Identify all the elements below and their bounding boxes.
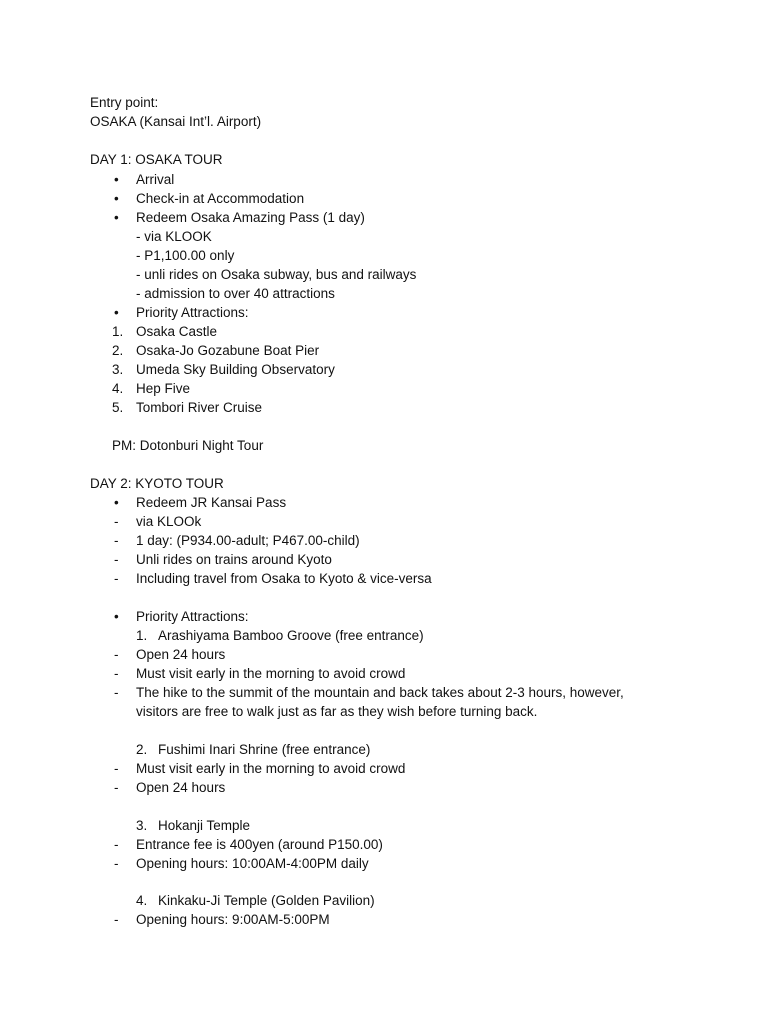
- pass-detail-text: 1 day: (P934.00-adult; P467.00-child): [136, 533, 360, 548]
- day2-priority-label: Priority Attractions:: [136, 609, 249, 624]
- dash-marker: -: [114, 514, 119, 529]
- day1-bullet-text: Redeem Osaka Amazing Pass (1 day): [136, 210, 365, 225]
- dash-marker: -: [114, 647, 119, 662]
- bullet-icon: •: [114, 305, 119, 320]
- attraction-name: Osaka Castle: [136, 324, 218, 339]
- bullet-icon: •: [114, 609, 119, 624]
- list-number: 3.: [136, 818, 148, 833]
- attraction-name: Umeda Sky Building Observatory: [136, 362, 335, 377]
- pass-detail-text: Unli rides on trains around Kyoto: [136, 552, 332, 567]
- detail-text: Must visit early in the morning to avoid crowd: [136, 666, 406, 681]
- list-number: 3.: [112, 362, 124, 377]
- dash-marker: -: [114, 552, 119, 567]
- dash-marker: -: [114, 571, 119, 586]
- detail-text: Entrance fee is 400yen (around P150.00): [136, 837, 383, 852]
- day1-heading: DAY 1: OSAKA TOUR: [90, 152, 223, 167]
- list-number: 2.: [112, 343, 124, 358]
- entry-value: OSAKA (Kansai Int’l. Airport): [90, 114, 262, 129]
- day1-bullet-text: Check-in at Accommodation: [136, 191, 305, 206]
- attraction-name: Kinkaku-Ji Temple (Golden Pavilion): [158, 893, 375, 908]
- day1-bullet-text: Arrival: [136, 172, 175, 187]
- pass-detail-text: - via KLOOK: [136, 229, 212, 244]
- dash-marker: -: [114, 685, 119, 700]
- list-number: 1.: [112, 324, 124, 339]
- dash-marker: -: [114, 856, 119, 871]
- pass-detail-text: - unli rides on Osaka subway, bus and railways: [136, 267, 417, 282]
- attraction-name: Hep Five: [136, 381, 191, 396]
- attraction-name: Hokanji Temple: [158, 818, 251, 833]
- dash-marker: -: [114, 761, 119, 776]
- pass-detail-text: Including travel from Osaka to Kyoto & vice-versa: [136, 571, 432, 586]
- detail-text: Opening hours: 9:00AM-5:00PM: [136, 912, 330, 927]
- pass-detail-text: - P1,100.00 only: [136, 248, 235, 263]
- detail-text: Opening hours: 10:00AM-4:00PM daily: [136, 856, 369, 871]
- day1-priority-label: Priority Attractions:: [136, 305, 249, 320]
- list-number: 2.: [136, 742, 148, 757]
- dash-marker: -: [114, 837, 119, 852]
- detail-text: visitors are free to walk just as far as they wish before turning back.: [136, 704, 538, 719]
- attraction-name: Tombori River Cruise: [136, 400, 263, 415]
- dash-marker: -: [114, 533, 119, 548]
- dash-marker: -: [114, 912, 119, 927]
- pass-detail-text: - admission to over 40 attractions: [136, 286, 335, 301]
- bullet-icon: •: [114, 210, 119, 225]
- attraction-name: Arashiyama Bamboo Groove (free entrance): [158, 628, 424, 643]
- bullet-icon: •: [114, 495, 119, 510]
- detail-text: Must visit early in the morning to avoid crowd: [136, 761, 406, 776]
- bullet-icon: •: [114, 172, 119, 187]
- list-number: 4.: [136, 893, 148, 908]
- entry-label: Entry point:: [90, 95, 159, 110]
- pass-detail-text: via KLOOk: [136, 514, 202, 529]
- detail-text: The hike to the summit of the mountain and back takes about 2-3 hours, however,: [136, 685, 624, 700]
- detail-text: Open 24 hours: [136, 647, 226, 662]
- dash-marker: -: [114, 780, 119, 795]
- day1-pm-text: PM: Dotonburi Night Tour: [112, 438, 264, 453]
- dash-marker: -: [114, 666, 119, 681]
- attraction-name: Osaka-Jo Gozabune Boat Pier: [136, 343, 320, 358]
- list-number: 1.: [136, 628, 148, 643]
- day2-heading: DAY 2: KYOTO TOUR: [90, 476, 224, 491]
- list-number: 4.: [112, 381, 124, 396]
- list-number: 5.: [112, 400, 124, 415]
- attraction-name: Fushimi Inari Shrine (free entrance): [158, 742, 371, 757]
- day2-pass-text: Redeem JR Kansai Pass: [136, 495, 287, 510]
- bullet-icon: •: [114, 191, 119, 206]
- detail-text: Open 24 hours: [136, 780, 226, 795]
